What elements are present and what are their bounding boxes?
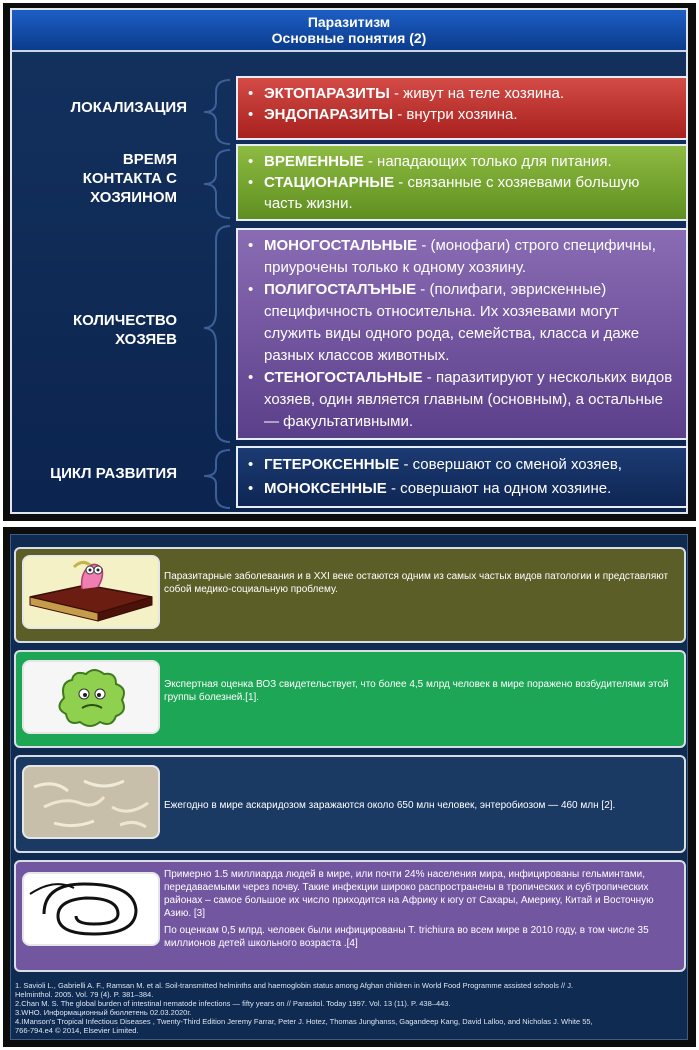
label-hosts-line-2: ХОЗЯЕВ — [115, 331, 177, 348]
reference-line: Helminthol. 2005. Vol. 79 (4). P. 381–384. — [15, 990, 154, 999]
title-line-2: Основные понятия (2) — [271, 30, 427, 46]
reference-line: 766-794.e4 © 2014, Elsevier Limited. — [15, 1026, 139, 1035]
list-item — [246, 83, 678, 104]
slide-2-canvas — [10, 534, 688, 1040]
contact-list — [246, 151, 678, 214]
desc: - живут на теле хозяина. — [389, 85, 565, 102]
reference-line: 1. Savioli L., Gabrielli A. F., Ramsan M. et al. Soil-transmitted helminths and haemoglobin status among Afghan children in World Food Programme assisted schools // J. — [15, 981, 574, 990]
desc: - нападающих только для питания. — [363, 153, 612, 170]
book-worm-icon — [24, 557, 158, 627]
list-item — [246, 279, 678, 367]
label-hosts — [32, 311, 177, 349]
cycle-box — [236, 446, 688, 508]
slide-title — [12, 10, 686, 52]
label-hosts-line-1: КОЛИЧЕСТВО — [72, 312, 177, 329]
cycle-list — [246, 453, 678, 501]
label-contact-line-2: КОНТАКТА С — [82, 170, 177, 187]
desc: - (полифаги, эврискенные) специфичность относительна. Их хозяевами могут служить виды одного рода, семейства, класса и даже разных классов животных. — [264, 281, 640, 364]
desc: - совершают на одном хозяине. — [386, 480, 612, 497]
title-line-1: Паразитизм — [307, 14, 391, 30]
desc: - совершают со сменой хозяев, — [399, 456, 622, 473]
germ-illustration — [22, 660, 160, 734]
term: ЭКТОПАРАЗИТЫ — [264, 85, 390, 102]
hosts-list — [246, 235, 678, 433]
term: ПОЛИГОСТАЛЪНЫЕ — [264, 281, 417, 298]
coiled-worm-icon — [24, 874, 158, 944]
list-item — [246, 172, 678, 214]
worm-book-illustration — [22, 555, 160, 629]
label-contact — [32, 150, 177, 207]
slide-1 — [3, 3, 696, 521]
references — [15, 981, 683, 1035]
desc: - (монофаги) строго специфичны, приурочены только к одному хозяину. — [264, 237, 656, 276]
info-text-3: Ежегодно в мире аскаридозом заражаются около 650 млн человек, энтеробиозом — 460 млн [2]. — [164, 800, 616, 811]
slide-1-canvas — [10, 8, 688, 514]
slide-2 — [3, 527, 696, 1047]
list-item — [246, 367, 678, 433]
contact-box — [236, 144, 688, 221]
info-row-1 — [14, 547, 686, 643]
term: ГЕТЕРОКСЕННЫЕ — [264, 456, 400, 473]
desc: - внутри хозяина. — [393, 106, 518, 123]
brace-contact — [204, 150, 230, 218]
term: СТАЦИОНАРНЫЕ — [264, 174, 395, 191]
term: МОНОКСЕННЫЕ — [264, 480, 387, 497]
desc: - паразитируют у нескольких видов хозяев, один является главным (основным), а остальные — факультативными. — [264, 369, 673, 430]
term: ЭНДОПАРАЗИТЫ — [264, 106, 394, 123]
reference-line: 3.WHO. Информационный бюллетень 02.03.2020г. — [15, 1008, 192, 1017]
germ-icon — [24, 662, 158, 732]
list-item — [246, 104, 678, 125]
term: ВРЕМЕННЫЕ — [264, 153, 364, 170]
label-cycle: ЦИКЛ РАЗВИТИЯ — [50, 465, 177, 482]
list-item — [246, 235, 678, 279]
info-text-1: Паразитарные заболевания и в XXI веке остаются одним из самых частых видов патологии и представляют собой медико-социальную проблему. — [164, 571, 669, 595]
brace-cycle — [204, 450, 230, 508]
worm-drawing — [22, 872, 160, 946]
hosts-box — [236, 228, 688, 440]
term: МОНОГОСТАЛЬНЫЕ — [264, 237, 418, 254]
list-item — [246, 151, 678, 172]
brace-group — [194, 76, 234, 516]
label-localization: ЛОКАЛИЗАЦИЯ — [70, 99, 187, 116]
info-text-4-paragraph-1: Примерно 1.5 миллиарда людей в мире, или почти 24% населения мира, инфицированы гельминтами, передаваемыми через почву. Такие инфекции широко распространены в тропических и субтропических районах – самое большое их число приходится на Африку к югу от Сахары, Америку, Китай и Восточную Азию. [3] — [164, 869, 654, 919]
list-item — [246, 477, 678, 501]
info-text-4 — [164, 868, 680, 950]
brace-localization — [204, 80, 230, 144]
term: СТЕНОГОСТАЛЬНЫЕ — [264, 369, 423, 386]
label-contact-line-1: ВРЕМЯ — [122, 151, 177, 168]
reference-line: 2.Chan M. S. The global burden of intestinal nematode infections — fifty years on // Parasitol. Today 1997. Vol. 13 (11). P. 438–443. — [15, 999, 451, 1008]
roundworms-photo — [22, 765, 160, 839]
info-row-2 — [14, 650, 686, 748]
list-item — [246, 453, 678, 477]
localization-box — [236, 76, 688, 140]
info-text-2: Экспертная оценка ВОЗ свидетельствует, что более 4,5 млрд человек в мире поражено возбудителями этой группы болезней.[1]. — [164, 679, 669, 703]
info-text-4-paragraph-2: По оценкам 0,5 млрд. человек были инфицированы T. trichiura во всем мире в 2010 году, в том числе 35 миллионов детей школьного возраста .[4] — [164, 925, 649, 949]
info-row-3 — [14, 755, 686, 853]
brace-hosts — [204, 226, 230, 442]
info-row-4 — [14, 860, 686, 972]
desc: - связанные с хозяевами большую часть жизни. — [264, 174, 640, 212]
label-contact-line-3: ХОЗЯИНОМ — [90, 189, 177, 206]
localization-list — [246, 83, 678, 125]
worms-icon — [24, 767, 158, 837]
reference-line: 4.IManson's Tropical Infectious Diseases , Twenty-Third Edition Jeremy Farrar, Peter J. Hotez, Thomas Junghanss, Gagandeep Kang, David Lalloo, and Nicholas J. White 55, — [15, 1017, 593, 1026]
